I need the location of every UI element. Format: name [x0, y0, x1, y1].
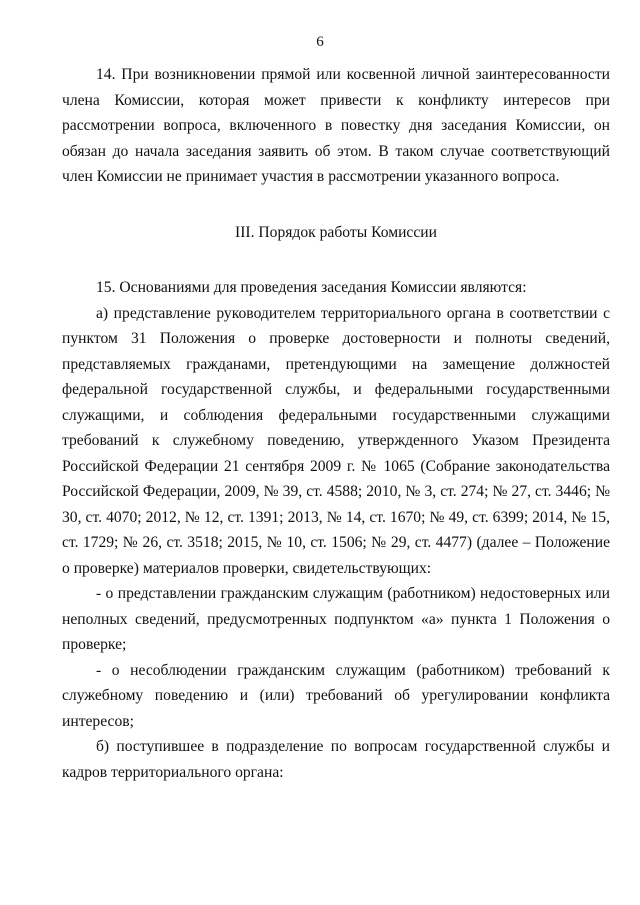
section-title: III. Порядок работы Комиссии: [235, 223, 437, 241]
paragraph-15b: б) поступившее в подразделение по вопросам государственной службы и кадров территориального органа:: [62, 738, 610, 781]
bullet-item-1: - о представлении гражданским служащим (работником) недостоверных или неполных сведений, предусмотренных подпунктом «а» пункта 1 Положения о проверке;: [62, 585, 610, 653]
paragraph-14: 14. При возникновении прямой или косвенной личной заинтересованности члена Комиссии, которая может привести к конфликту интересов при рассмотрении вопроса, включенного в повестку дня заседания Комиссии, он обязан до начала заседания заявить об этом. В таком случае соответствующий член Комиссии не принимает участия в рассмотрении указанного вопроса.: [62, 66, 610, 185]
document-body: [62, 62, 610, 785]
paragraph-15: 15. Основаниями для проведения заседания Комиссии являются:: [96, 279, 527, 296]
paragraph-15a: а) представление руководителем территориального органа в соответствии с пунктом 31 Положения о проверке достоверности и полноты сведений, представляемых гражданами, претендующими на замещение должностей федеральной государственной службы, и федеральными государственными служащими, и соблюдения федеральными государственными служащими требований к служебному поведению, утвержденного Указом Президента Российской Федерации 21 сентября 2009 г. № 1065 (Собрание законодательства Российской Федерации, 2009, № 39, ст. 4588; 2010, № 3, ст. 274; № 27, ст. 3446; № 30, ст. 4070; 2012, № 12, ст. 1391; 2013, № 14, ст. 1670; № 49, ст. 6399; 2014, № 15, ст. 1729; № 26, ст. 3518; 2015, № 10, ст. 1506; № 29, ст. 4477) (далее – Положение о проверке) материалов проверки, свидетельствующих:: [62, 304, 610, 577]
bullet-item-2: - о несоблюдении гражданским служащим (работником) требований к служебному поведению и (или) требований об урегулировании конфликта интересов;: [62, 661, 610, 730]
page-number: 6: [316, 34, 324, 50]
